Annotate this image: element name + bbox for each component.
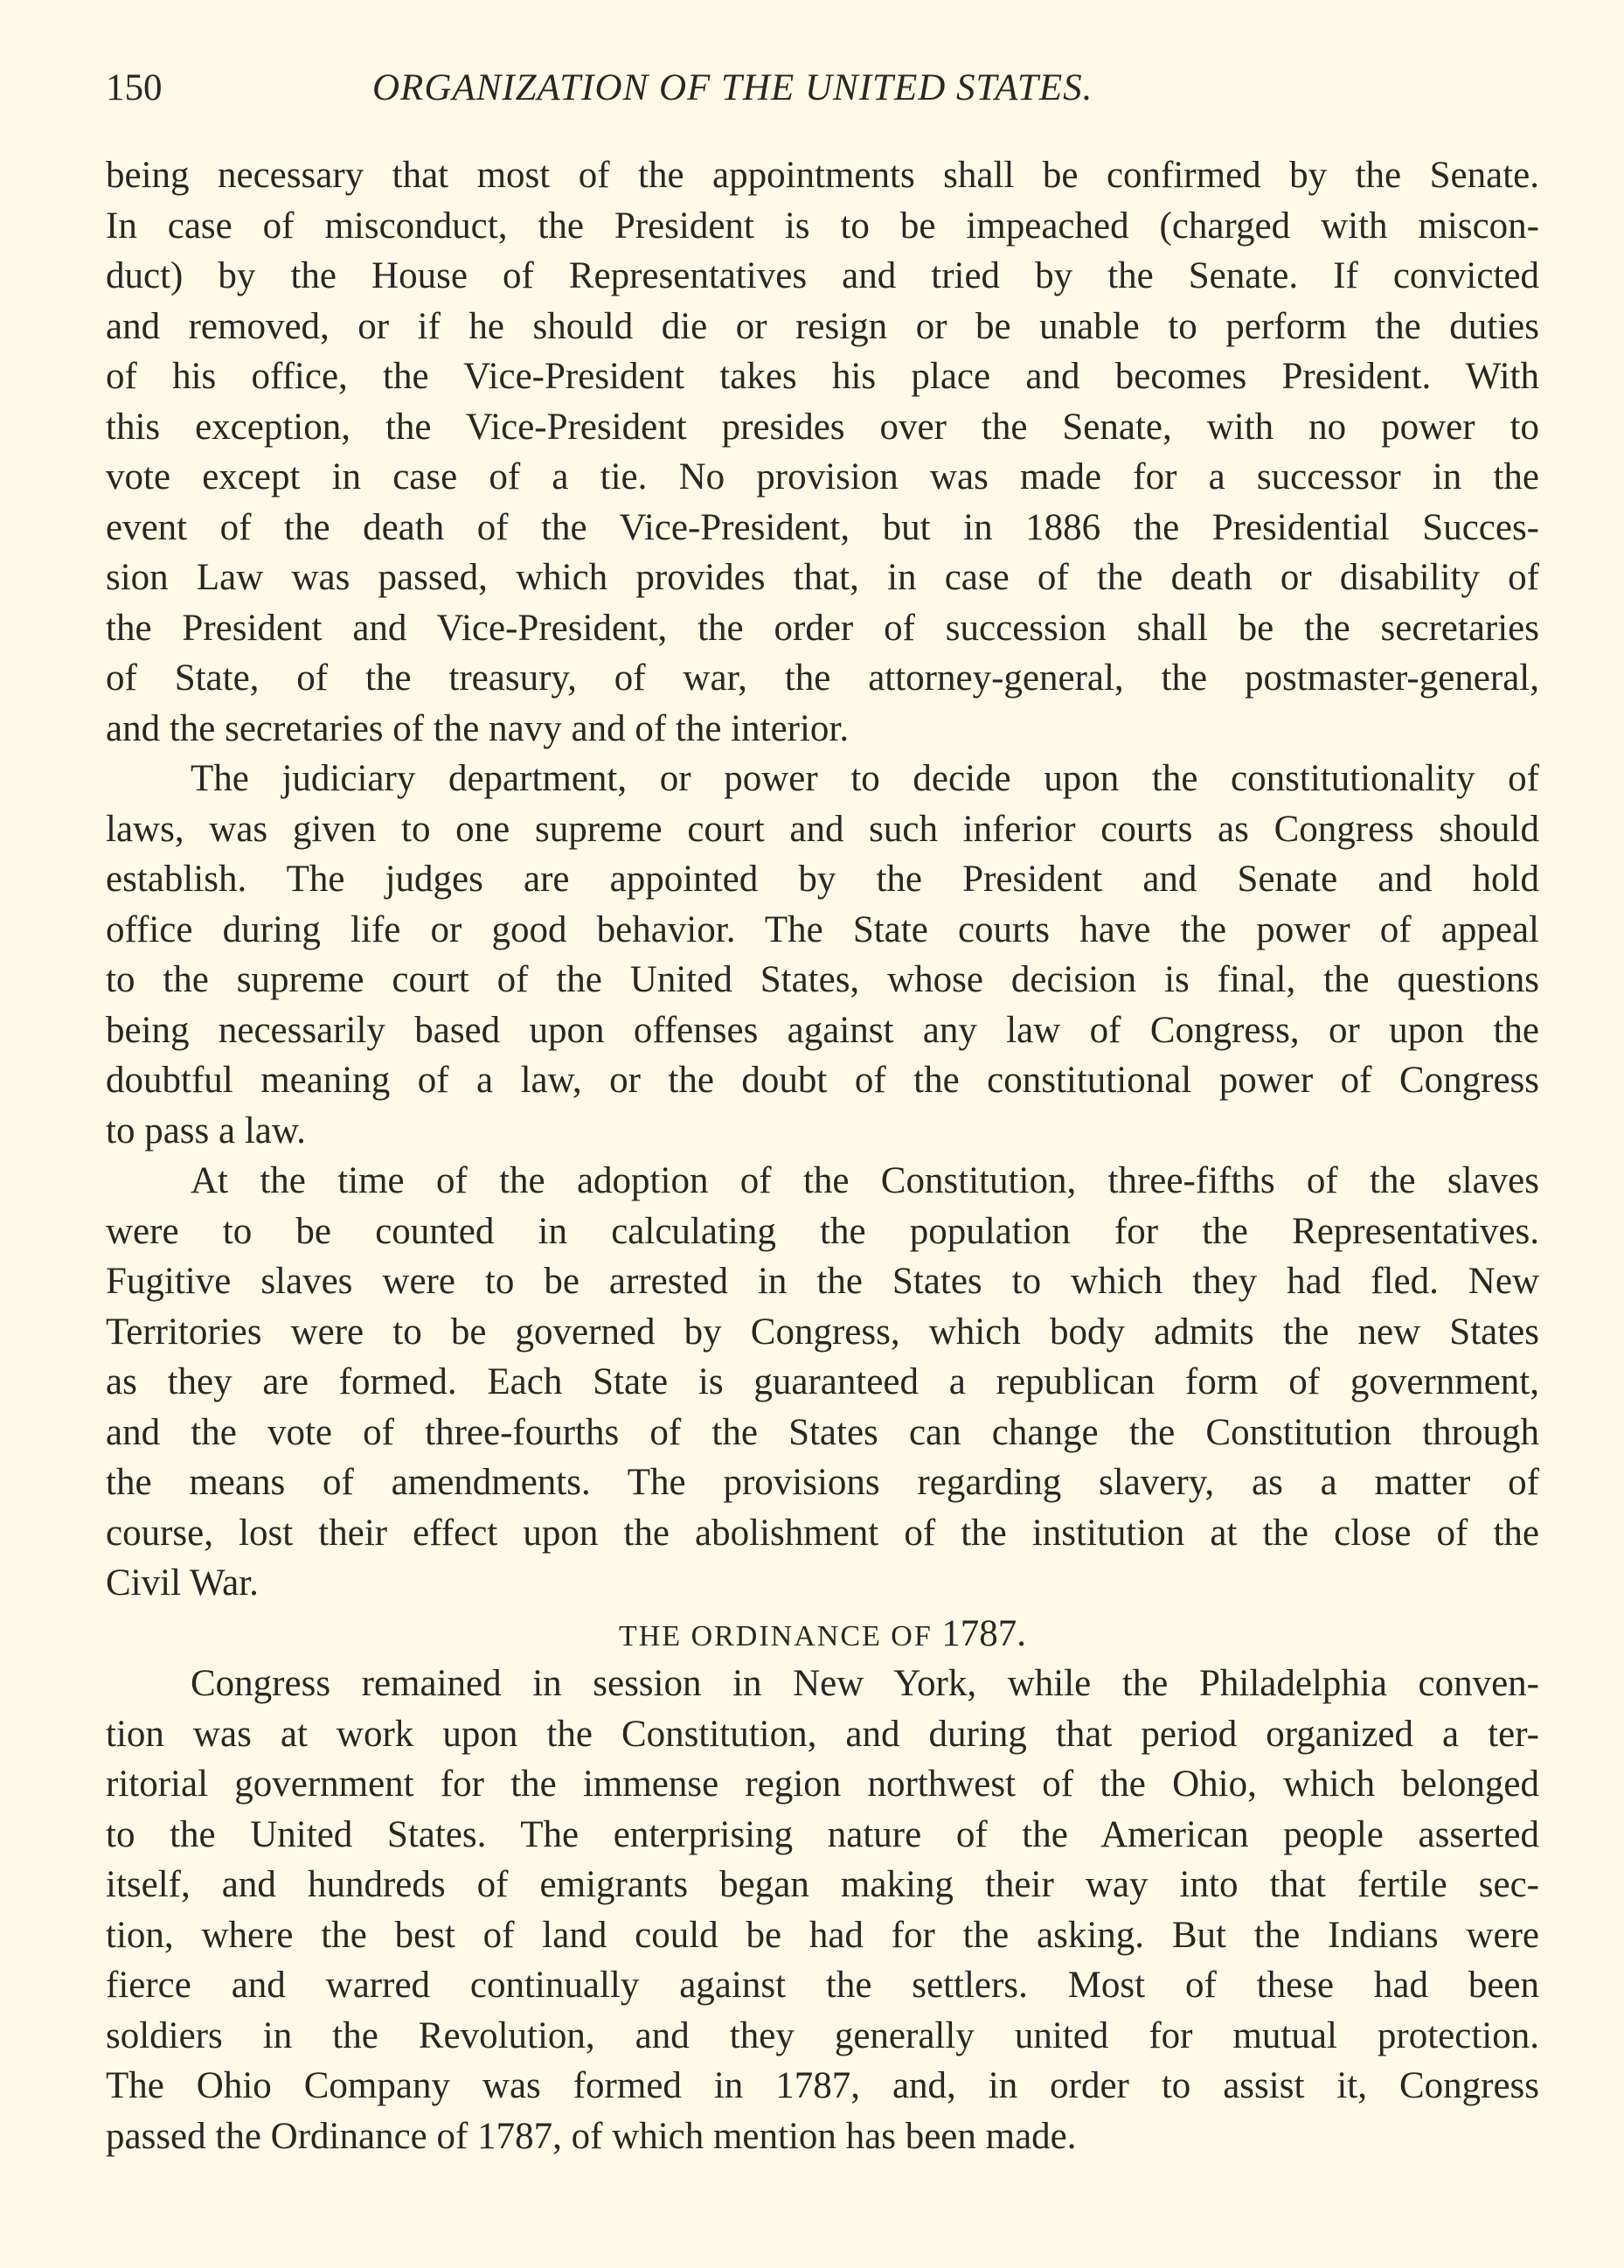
- paragraph: [106, 754, 1539, 1156]
- text-line: to the United States. The enterprising nature of the American people asserted: [106, 1813, 1539, 1855]
- text-line: laws, was given to one supreme court and such inferior courts as Congress should: [106, 808, 1539, 850]
- text-line: In case of misconduct, the President is to be impeached (charged with miscon-: [106, 205, 1539, 247]
- text-line: Congress remained in session in New York, while the Philadelphia conven-: [191, 1663, 1539, 1704]
- text-line: as they are formed. Each State is guaranteed a republican form of government,: [106, 1361, 1539, 1402]
- text-line: establish. The judges are appointed by the President and Senate and hold: [106, 859, 1539, 900]
- text-line: tion, where the best of land could be had for the asking. But the Indians were: [106, 1914, 1539, 1956]
- text-line: this exception, the Vice-President presides over the Senate, with no power to: [106, 406, 1539, 448]
- text-line: and the secretaries of the navy and of the interior.: [106, 707, 850, 749]
- text-line: ritorial government for the immense region northwest of the Ohio, which belonged: [106, 1764, 1539, 1805]
- paragraph: [106, 150, 1539, 754]
- text-line: Civil War.: [106, 1562, 259, 1604]
- text-line: vote except in case of a tie. No provision was made for a successor in the: [106, 456, 1539, 497]
- text-line: being necessarily based upon offenses against any law of Congress, or upon the: [106, 1009, 1539, 1051]
- section-heading: [106, 1609, 1539, 1659]
- running-title: ORGANIZATION OF THE UNITED STATES.: [372, 67, 1093, 108]
- text-line: course, lost their effect upon the abolishment of the institution at the close of the: [106, 1512, 1539, 1554]
- text-line: of State, of the treasury, of war, the attorney-general, the postmaster-general,: [106, 657, 1539, 699]
- text-line: event of the death of the Vice-President, but in 1886 the Presidential Succes-: [106, 506, 1539, 548]
- text-line: duct) by the House of Representatives and tried by the Senate. If convicted: [106, 255, 1539, 296]
- text-line: to pass a law.: [106, 1110, 306, 1151]
- paragraph: [106, 1156, 1539, 1609]
- text-line: and the vote of three-fourths of the States can change the Constitution through: [106, 1411, 1539, 1453]
- text-line: At the time of the adoption of the Constitution, three-fifths of the slaves: [191, 1160, 1539, 1201]
- text-line: of his office, the Vice-President takes his place and becomes President. With: [106, 356, 1539, 397]
- text-line: itself, and hundreds of emigrants began making their way into that fertile sec-: [106, 1864, 1539, 1905]
- text-line: sion Law was passed, which provides that, in case of the death or disability of: [106, 557, 1539, 598]
- text-line: passed the Ordinance of 1787, of which mention has been made.: [106, 2115, 1077, 2157]
- page-body: [106, 150, 1539, 2161]
- text-line: the means of amendments. The provisions regarding slavery, as a matter of: [106, 1462, 1539, 1503]
- page-header: [106, 66, 1539, 119]
- text-line: and removed, or if he should die or resign or be unable to perform the duties: [106, 305, 1539, 347]
- text-line: were to be counted in calculating the population for the Representatives.: [106, 1210, 1539, 1252]
- page-number: 150: [106, 67, 163, 108]
- text-line: doubtful meaning of a law, or the doubt of the constitutional power of Congress: [106, 1060, 1539, 1101]
- section-heading-year: 1787.: [941, 1612, 1027, 1654]
- section-heading-text: THE ORDINANCE OF: [618, 1619, 933, 1652]
- text-line: Territories were to be governed by Congress, which body admits the new States: [106, 1311, 1539, 1353]
- text-line: The Ohio Company was formed in 1787, and, in order to assist it, Congress: [106, 2065, 1539, 2106]
- paragraph: [106, 1659, 1539, 2161]
- text-line: to the supreme court of the United States, whose decision is final, the questions: [106, 959, 1539, 1000]
- text-line: soldiers in the Revolution, and they generally united for mutual protection.: [106, 2014, 1539, 2056]
- text-line: the President and Vice-President, the order of succession shall be the secretaries: [106, 607, 1539, 649]
- text-line: tion was at work upon the Constitution, and during that period organized a ter-: [106, 1713, 1539, 1755]
- text-line: fierce and warred continually against the settlers. Most of these had been: [106, 1965, 1539, 2006]
- text-line: being necessary that most of the appointments shall be confirmed by the Senate.: [106, 155, 1539, 196]
- text-line: The judiciary department, or power to decide upon the constitutionality of: [191, 758, 1539, 799]
- text-line: Fugitive slaves were to be arrested in the States to which they had fled. New: [106, 1261, 1539, 1302]
- text-line: office during life or good behavior. The State courts have the power of appeal: [106, 908, 1539, 950]
